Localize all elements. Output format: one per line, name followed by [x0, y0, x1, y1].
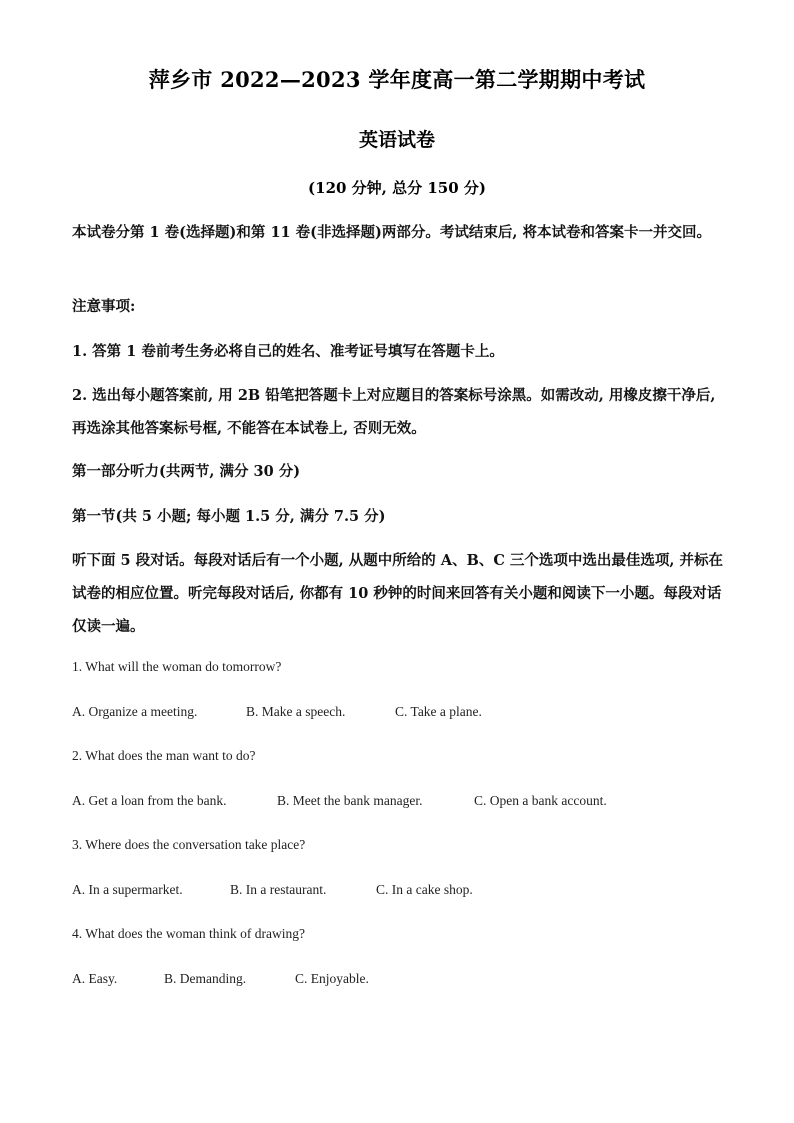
option-c: C. Open a bank account.: [474, 793, 607, 808]
option-a: A. In a supermarket.: [72, 882, 183, 897]
option-b: B. Make a speech.: [246, 704, 346, 719]
option-b: B. Meet the bank manager.: [277, 793, 423, 808]
exam-subject: 英语试卷: [358, 129, 435, 151]
exam-title: 萍乡市 2022—2023 学年度高一第二学期期中考试: [148, 67, 646, 92]
option-c: C. Enjoyable.: [295, 971, 369, 986]
part1-heading: 第一部分听力(共两节, 满分 30 分): [72, 463, 301, 480]
section1-heading: 第一节(共 5 小题; 每小题 1.5 分, 满分 7.5 分): [72, 508, 386, 525]
option-c: C. Take a plane.: [395, 704, 482, 719]
exam-duration: (120 分钟, 总分 150 分): [308, 179, 486, 197]
question-stem: 1. What will the woman do tomorrow?: [72, 659, 282, 674]
question-stem: 3. Where does the conversation take place?: [72, 837, 306, 852]
notice-item-1: 1. 答第 1 卷前考生务必将自己的姓名、准考证号填写在答题卡上。: [72, 343, 504, 360]
paper-description: 本试卷分第 1 卷(选择题)和第 11 卷(非选择题)两部分。考试结束后, 将本试卷和答案卡一并交回。: [72, 224, 711, 241]
option-c: C. In a cake shop.: [376, 882, 473, 897]
question-stem: 4. What does the woman think of drawing?: [72, 926, 305, 941]
option-b: B. In a restaurant.: [230, 882, 327, 897]
option-a: A. Get a loan from the bank.: [72, 793, 227, 808]
option-a: A. Organize a meeting.: [72, 704, 198, 719]
notice-item-2: 2. 选出每小题答案前, 用 2B 铅笔把答题卡上对应题目的答案标号涂黑。如需改动, 用橡皮擦干净后, 再选涂其他答案标号框, 不能答在本试卷上, 否则无效。: [72, 387, 716, 437]
notice-heading: 注意事项:: [72, 298, 136, 315]
option-a: A. Easy.: [72, 971, 118, 986]
question-stem: 2. What does the man want to do?: [72, 748, 256, 763]
option-b: B. Demanding.: [164, 971, 247, 986]
listening-instructions: 听下面 5 段对话。每段对话后有一个小题, 从题中所给的 A、B、C 三个选项中选出最佳选项, 并标在试卷的相应位置。听完每段对话后, 你都有 10 秒钟的时间来回答有关小题和阅读下一小题。每段对话仅读一遍。: [72, 552, 724, 635]
